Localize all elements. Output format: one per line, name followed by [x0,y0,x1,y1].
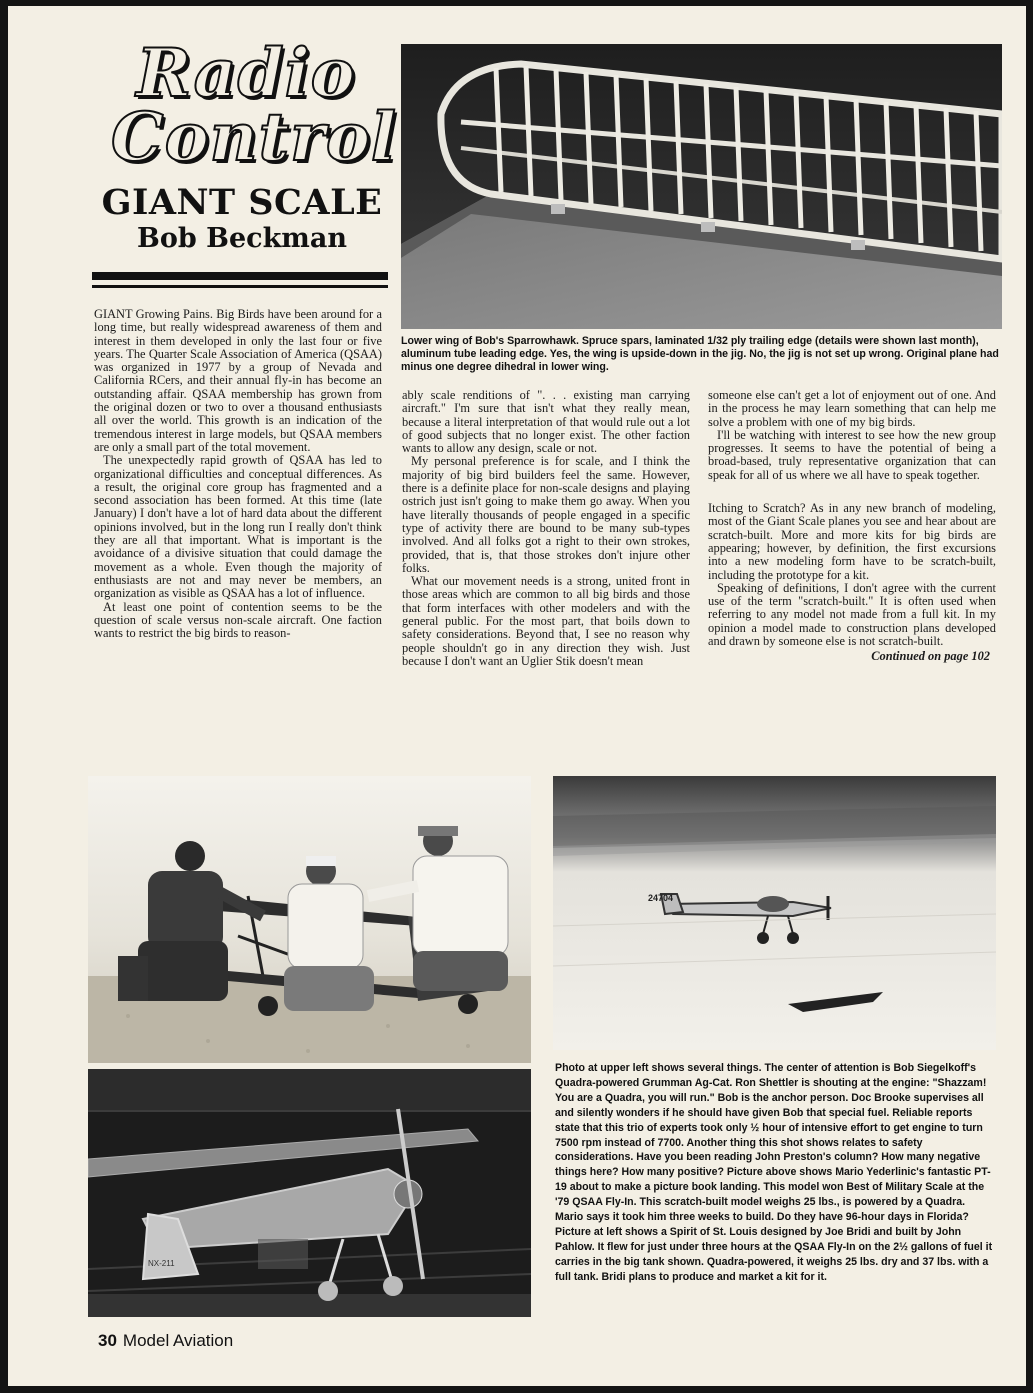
agcat-crew-photo [88,776,531,1063]
script-title-radio: Radio [136,34,356,112]
script-title-control: Control [111,98,397,176]
article-column-3 [708,389,996,664]
page-footer [98,1331,233,1351]
spirit-tail-number: NX-211 [148,1259,175,1268]
pt19-landing-photo [553,776,996,1050]
title-rule-thick [92,272,388,280]
continued-note: Continued on page 102 [871,649,990,664]
col3-paragraph-2: I'll be watching with interest to see how the new group progresses. It seems to have the potential of being a broad-based, truly representative organization that can speak for all of us where we all have to speak together. [708,427,996,482]
author-byline: Bob Beckman [137,223,347,254]
spirit-of-st-louis-photo [88,1069,531,1317]
col1-paragraph-1: GIANT Growing Pains. Big Birds have been around for a long time, but really widespread awareness of them and interest in them developed in only the last four or five years. The Quarter Scale Association of America (QSAA) was organized in 1977 by a group of Nevada and California RCers, and their annual fly-in has become an outstanding affair. QSAA membership has grown from the original dozen or two to over a thousand enthusiasts all over the world. This growth is an indication of the tremendous interest in large models, but QSAA members are only a small part of the total movement. [94,307,382,454]
wing-photo [401,44,1002,329]
pt19-landing-illustration [553,776,996,1050]
spirit-of-st-louis-illustration [88,1069,531,1317]
section-title: GIANT SCALE [101,182,383,223]
col1-paragraph-3: At least one point of contention seems to be the question of scale versus non-scale aircraft. One faction wants to restrict the big birds to reason- [94,599,382,641]
col3-paragraph-1: someone else can't get a lot of enjoyment out of one. And in the process he may learn something that can help me solve a problem with one of my big birds. [708,388,996,429]
col2-paragraph-3: What our movement needs is a strong, united front in those areas which are common to all big birds and those that form interfaces with other modelers and with the general public. For the most part, that boils down to safety considerations. Beyond that, I see no reason why people shouldn't go in any direction they wish. Just because I don't want an Uglier Stik doesn't mean [402,574,690,668]
agcat-crew-illustration [88,776,531,1063]
magazine-page [8,6,1026,1386]
col2-paragraph-1: ably scale renditions of ". . . existing man carrying aircraft." I'm sure that isn't what they really mean, because a literal interpretation of that would rule out a lot of good subjects that no longer exist. The other faction wants to allow any design, scale or not. [402,388,690,456]
pt19-tail-number: 24704 [648,893,674,903]
col3-paragraph-3: Itching to Scratch? As in any new branch of modeling, most of the Giant Scale planes you see and hear about are scratch-built. More and more kits for big birds are appearing; however, by definition, the first excursions into a new modeling form have to be scratch-built, including the prototype for a kit. [708,501,996,582]
title-rule-thin [92,285,388,288]
wing-photo-illustration [401,44,1002,329]
col3-paragraph-4: Speaking of definitions, I don't agree with the current use of the term "scratch-built." It is often used when referring to any model not made from a full kit. In my opinion a model made to construction plans developed and drawn by someone else is not scratch-built. [708,580,996,649]
lower-photos-caption: Photo at upper left shows several things. The center of attention is Bob Siegelkoff's Quadra-powered Grumman Ag-Cat. Ron Shettler is shouting at the engine: "Shazzam! You are a Quadra, you will run." Bob is the anchor person. Doc Brooke supervises all and silently wonders if he should have given Bob that special fuel. Reliable reports state that this trio of experts took only ½ hour of intensive effort to get engine to turn 7500 rpm instead of 7700. Another thing this shot shows relates to safety considerations. Have you been reading John Preston's column? How many negative things here? How many positive? Picture above shows Mario Yederlinic's fantastic PT-19 about to make a picture book landing. This model won Best of Military Scale at the '79 QSAA Fly-In. This scratch-built model weighs 25 lbs., is powered by a Quadra. Mario says it took him three weeks to build. Do they have 96-hour days in Florida? Picture at left shows a Spirit of St. Louis designed by Joe Bridi and built by John Pahlow. It flew for just under three hours at the QSAA Fly-In on the 2½ gallons of fuel it carries in the big tank shown. Quadra-powered, it weighs 25 lbs. dry and 37 lbs. with a full tank. Bridi plans to produce and market a kit for it. [555,1062,993,1283]
page-number: 30 [98,1331,117,1350]
article-column-2 [402,389,690,668]
col1-paragraph-2: The unexpectedly rapid growth of QSAA has led to organizational difficulties and conceptual differences. As a result, the original core group has fragmented and a second association has been formed. At this time (late January) I don't have a lot of hard data about the different opinions involved, but in the long run I really don't think they are all that important. What is important is the avoidance of a divisive situation that could damage the movement as a whole. Even though the majority of enthusiasts are not and may never be members, an organization as visible as QSAA has a lot of influence. [94,453,382,601]
magazine-name: Model Aviation [122,1331,234,1350]
wing-photo-caption: Lower wing of Bob's Sparrowhawk. Spruce spars, laminated 1/32 ply trailing edge (details were shown last month), aluminum tube leading edge. Yes, the wing is upside-down in the jig. No, the jig is not set up wrong. Original plane had minus one degree dihedral in lower wing. [401,335,999,374]
col2-paragraph-2: My personal preference is for scale, and I think the majority of big bird builders feel the same. However, there is a definite place for non-scale designs and playing ostrich just isn't going to make them go away. When you have literally thousands of people engaged in a specific type of activity there are bound to be many sub-types involved. And all folks got a right to their own strokes, provided, that is, that those strokes don't injure other folks. [402,454,690,575]
article-column-1 [94,308,382,640]
